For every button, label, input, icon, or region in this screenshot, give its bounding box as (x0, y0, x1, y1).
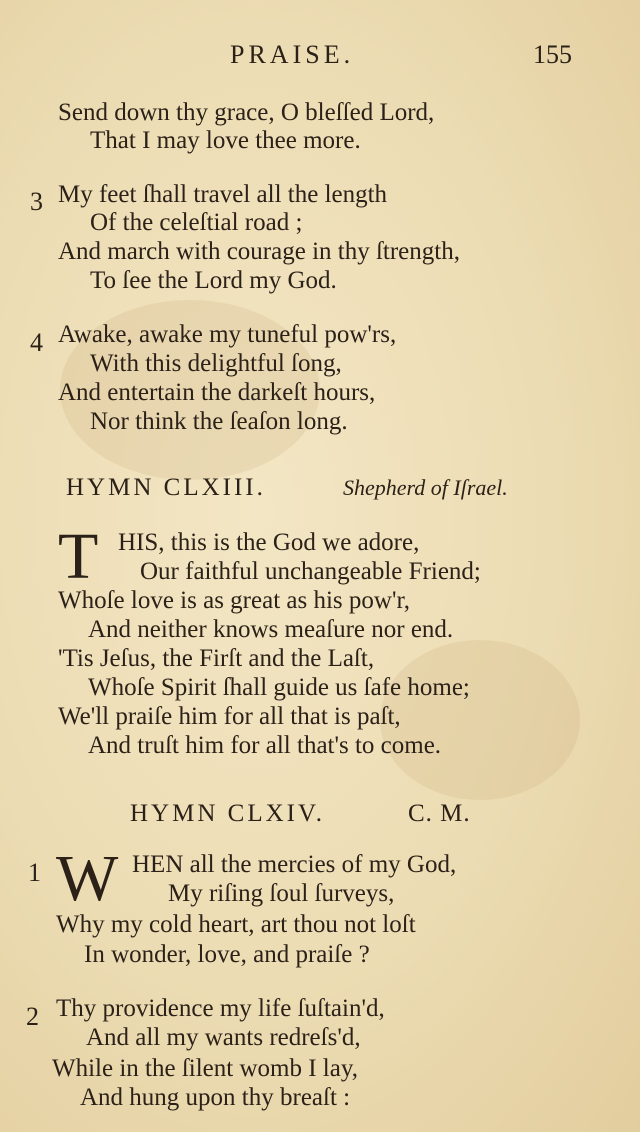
hymn-title: HYMN CLXIV. (130, 800, 326, 827)
running-title: PRAISE. (230, 40, 355, 69)
verse-line: That I may love thee more. (90, 127, 361, 154)
verse-line: In wonder, love, and praiſe ? (84, 941, 370, 968)
hymn-meter: C. M. (408, 800, 471, 827)
verse-line: And march with courage in thy ſtrength, (58, 238, 460, 265)
verse-line: Send down thy grace, O bleſſed Lord, (58, 99, 435, 126)
verse-line: My feet ſhall travel all the length (58, 181, 388, 208)
verse-line: HEN all the mercies of my God, (132, 851, 457, 878)
verse-line: We'll praiſe him for all that is paſt, (58, 703, 401, 730)
verse-line: And entertain the darkeſt hours, (58, 379, 376, 406)
hymn-title: HYMN CLXIII. (66, 474, 266, 501)
verse-line: Our faithful unchangeable Friend; (140, 558, 481, 585)
verse-line: And truſt him for all that's to come. (88, 732, 442, 759)
stanza-number: 2 (26, 1002, 39, 1031)
verse-line: Whoſe love is as great as his pow'r, (58, 587, 411, 614)
stanza-number: 4 (30, 328, 43, 357)
stanza-number: 1 (28, 858, 41, 887)
verse-line: And hung upon thy breaſt : (80, 1084, 351, 1111)
verse-line: HIS, this is the God we adore, (118, 529, 420, 556)
verse-line: My riſing ſoul ſurveys, (168, 880, 395, 907)
paper-stain (380, 640, 580, 800)
hymn-subtitle: Shepherd of Iſrael. (343, 475, 508, 500)
verse-line: Thy providence my life ſuſtain'd, (56, 995, 385, 1022)
verse-line: With this delightful ſong, (90, 350, 342, 377)
verse-line: 'Tis Jeſus, the Firſt and the Laſt, (58, 645, 375, 672)
page-number: 155 (533, 40, 572, 69)
verse-line: While in the ſilent womb I lay, (52, 1055, 358, 1082)
verse-line: Whoſe Spirit ſhall guide us ſafe home; (88, 674, 470, 701)
verse-line: Why my cold heart, art thou not loſt (56, 911, 416, 938)
stanza-number: 3 (30, 187, 43, 216)
verse-line: And neither knows meaſure nor end. (88, 616, 454, 643)
verse-line: Nor think the ſeaſon long. (90, 408, 348, 435)
verse-line: And all my wants redreſs'd, (86, 1024, 361, 1051)
verse-line: Awake, awake my tuneful pow'rs, (58, 321, 397, 348)
drop-cap: T (58, 520, 99, 593)
verse-line: Of the celeſtial road ; (90, 209, 303, 236)
drop-cap: W (56, 842, 119, 915)
verse-line: To ſee the Lord my God. (90, 267, 337, 294)
